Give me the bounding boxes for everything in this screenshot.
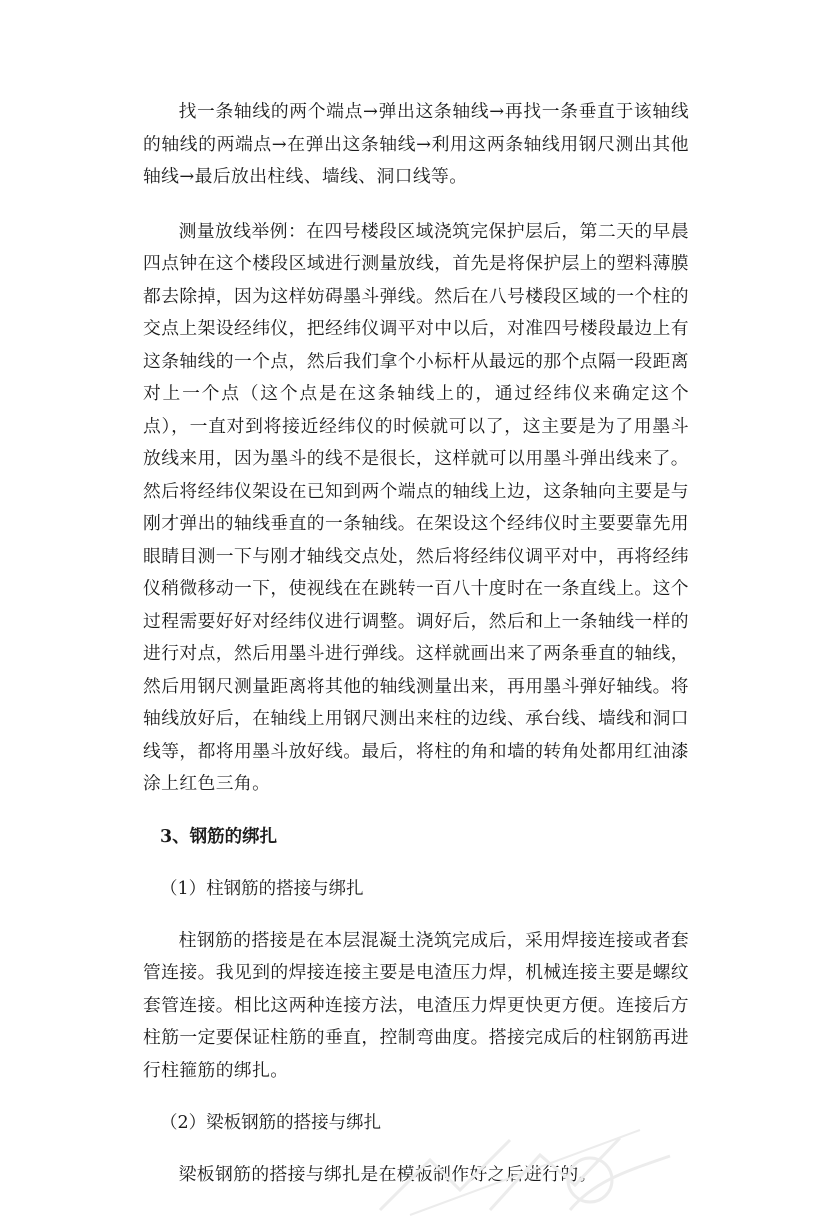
document-body	[143, 96, 689, 1192]
paragraph-column-rebar: 柱钢筋的搭接是在本层混凝土浇筑完成后，采用焊接连接或者套管连接。我见到的焊接连接主要是电渣压力焊，机械连接主要是螺纹套管连接。相比这两种连接方法，电渣压力焊更快更方便。连接后方柱筋一定要保证柱筋的垂直，控制弯曲度。搭接完成后的柱钢筋再进行柱箍筋的绑扎。	[143, 929, 689, 1081]
paragraph-beam-slab-rebar: 梁板钢筋的搭接与绑扎是在模板制作好之后进行的。	[178, 1164, 597, 1185]
paragraph-survey-example: 测量放线举例：在四号楼段区域浇筑完保护层后，第二天的早晨四点钟在这个楼段区域进行测量放线，首先是将保护层上的塑料薄膜都去除掉，因为这样妨碍墨斗弹线。然后在八号楼段区域的一个柱的交点上架设经纬仪，把经纬仪调平对中以后，对准四号楼段最边上有这条轴线的一个点，然后我们拿个小标杆从最远的那个点隔一段距离对上一个点（这个点是在这条轴线上的，通过经纬仪来确定这个点），一直对到将接近经纬仪的时候就可以了，这主要是为了用墨斗放线来用，因为墨斗的线不是很长，这样就可以用墨斗弹出线来了。然后将经纬仪架设在已知到两个端点的轴线上边，这条轴向主要是与刚才弹出的轴线垂直的一条轴线。在架设这个经纬仪时主要要靠先用眼睛目测一下与刚才轴线交点处，然后将经纬仪调平对中，再将经纬仪稍微移动一下，使视线在在跳转一百八十度时在一条直线上。这个过程需要好好对经纬仪进行调整。调好后，然后和上一条轴线一样的进行对点，然后用墨斗进行弹线。这样就画出来了两条垂直的轴线，然后用钢尺测量距离将其他的轴线测量出来，再用墨斗弹好轴线。将轴线放好后，在轴线上用钢尺测出来柱的边线、承台线、墙线和洞口线等，都将用墨斗放好线。最后，将柱的角和墙的转角处都用红油漆涂上红色三角。	[143, 220, 689, 794]
section-heading-rebar-binding: 3、钢筋的绑扎	[160, 826, 278, 847]
subheading-column-rebar: （1）柱钢筋的搭接与绑扎	[160, 878, 364, 899]
subheading-beam-slab-rebar: （2）梁板钢筋的搭接与绑扎	[160, 1113, 382, 1133]
paragraph-axis-procedure: 找一条轴线的两个端点→弹出这条轴线→再找一条垂直于该轴线的轴线的两端点→在弹出这条轴线→利用这两条轴线用钢尺测出其他轴线→最后放出柱线、墙线、洞口线等。	[143, 101, 689, 187]
